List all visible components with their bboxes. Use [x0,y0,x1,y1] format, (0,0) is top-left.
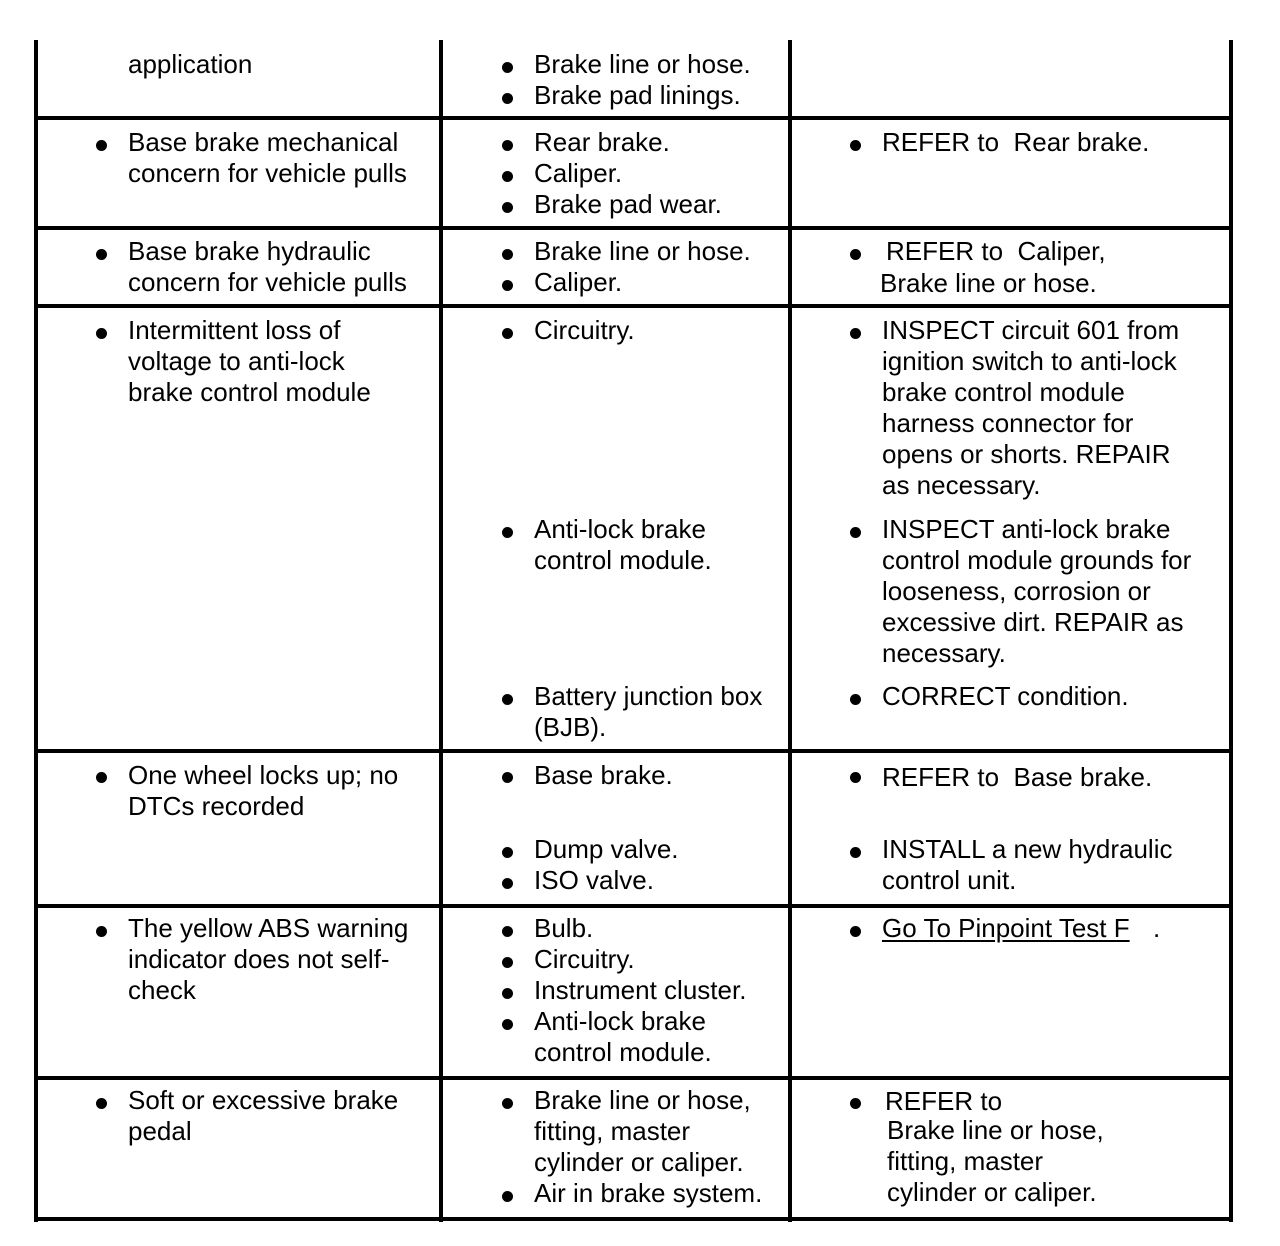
bullet-icon [502,878,513,889]
action-text: Brake line or hose. [880,268,1097,298]
condition-text: concern for vehicle pulls [128,158,407,188]
action-text: REFER to Base brake. [882,762,1153,792]
bullet-icon [502,202,513,213]
bullet-icon [850,926,861,937]
source-text: Air in brake system. [534,1178,763,1208]
table-border-left [34,40,38,1222]
table-border-right [1229,40,1233,1222]
action-text: necessary. [882,638,1006,668]
bullet-icon [502,280,513,291]
table-divider-col2 [788,40,792,1222]
row-divider [34,304,1233,308]
action-text: as necessary. [882,470,1041,500]
action-text: INSTALL a new hydraulic [882,834,1173,864]
action-text: INSPECT anti-lock brake [882,514,1171,544]
source-text: Instrument cluster. [534,975,747,1005]
action-text: opens or shorts. REPAIR [882,439,1171,469]
source-text: Anti-lock brake [534,514,706,544]
condition-text: brake control module [128,377,371,407]
action-text: control unit. [882,865,1017,895]
condition-text: Soft or excessive brake [128,1085,399,1115]
bullet-icon [850,249,861,260]
source-text: Anti-lock brake [534,1006,706,1036]
condition-text: Base brake hydraulic [128,236,371,266]
source-text: fitting, master [534,1116,691,1146]
bullet-icon [502,328,513,339]
row-divider [34,749,1233,753]
condition-text: check [128,975,196,1005]
source-text: Bulb. [534,913,594,943]
bullet-icon [96,328,107,339]
bullet-icon [502,926,513,937]
bullet-icon [502,772,513,783]
action-text: excessive dirt. REPAIR as [882,607,1184,637]
source-text: Dump valve. [534,834,679,864]
action-text: INSPECT circuit 601 from [882,315,1180,345]
action-text: cylinder or caliper. [887,1177,1097,1207]
bullet-icon [96,140,107,151]
bullet-icon [850,772,861,783]
condition-text: pedal [128,1116,192,1146]
bullet-icon [850,1098,861,1109]
source-text: Caliper. [534,158,623,188]
bullet-icon [850,527,861,538]
condition-text: voltage to anti-lock [128,346,345,376]
action-text: Brake line or hose, [887,1115,1104,1145]
bullet-icon [850,694,861,705]
bullet-icon [502,957,513,968]
bullet-icon [96,1098,107,1109]
source-text: Caliper. [534,267,623,297]
action-text: brake control module [882,377,1125,407]
bullet-icon [850,328,861,339]
bullet-icon [502,1191,513,1202]
bullet-icon [96,926,107,937]
row-divider [34,226,1233,230]
bullet-icon [96,249,107,260]
source-text: Brake pad wear. [534,189,722,219]
action-text: CORRECT condition. [882,681,1129,711]
row-divider [34,1076,1233,1080]
bullet-icon [502,694,513,705]
source-text: Circuitry. [534,315,635,345]
action-text: . [1153,913,1161,943]
source-text: control module. [534,545,712,575]
pinpoint-test-link[interactable]: Go To Pinpoint Test F [882,913,1130,943]
action-text: harness connector for [882,408,1134,438]
row-divider [34,904,1233,908]
source-text: (BJB). [534,712,607,742]
source-text: cylinder or caliper. [534,1147,744,1177]
table-divider-col1 [439,40,443,1222]
bullet-icon [850,847,861,858]
action-text: REFER to Caliper, [886,236,1106,266]
bullet-icon [502,249,513,260]
condition-text: The yellow ABS warning [128,913,409,943]
condition-text: application [128,49,253,79]
action-text: control module grounds for [882,545,1192,575]
source-text: Battery junction box [534,681,763,711]
action-text: fitting, master [887,1146,1044,1176]
condition-text: Base brake mechanical [128,127,399,157]
bullet-icon [502,140,513,151]
bullet-icon [502,171,513,182]
table-border-bottom [34,1217,1233,1221]
source-text: Brake line or hose. [534,49,751,79]
source-text: Brake line or hose. [534,236,751,266]
source-text: Circuitry. [534,944,635,974]
bullet-icon [96,772,107,783]
bullet-icon [502,1019,513,1030]
source-text: Brake line or hose, [534,1085,751,1115]
bullet-icon [502,988,513,999]
source-text: ISO valve. [534,865,654,895]
bullet-icon [502,1098,513,1109]
condition-text: Intermittent loss of [128,315,341,345]
action-text: looseness, corrosion or [882,576,1151,606]
source-text: Rear brake. [534,127,670,157]
condition-text: One wheel locks up; no [128,760,399,790]
action-text: REFER to Rear brake. [882,127,1150,157]
condition-text: indicator does not self- [128,944,390,974]
bullet-icon [502,62,513,73]
bullet-icon [502,847,513,858]
condition-text: DTCs recorded [128,791,305,821]
action-text: REFER to [885,1086,1003,1116]
source-text: control module. [534,1037,712,1067]
source-text: Brake pad linings. [534,80,741,110]
bullet-icon [502,527,513,538]
bullet-icon [850,140,861,151]
row-divider [34,116,1233,120]
bullet-icon [502,93,513,104]
source-text: Base brake. [534,760,673,790]
action-text: ignition switch to anti-lock [882,346,1177,376]
condition-text: concern for vehicle pulls [128,267,407,297]
